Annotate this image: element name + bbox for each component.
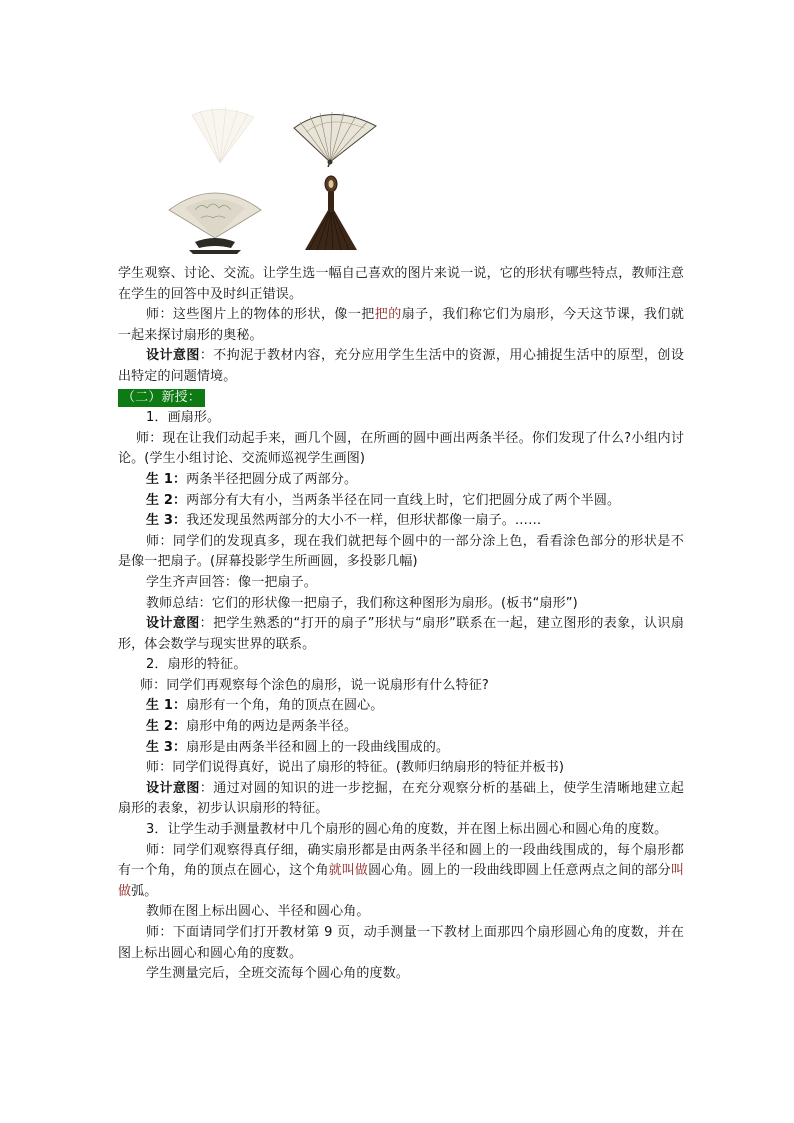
s3-text-c: 弧。 bbox=[131, 883, 158, 899]
s3-teacher-2: 师：下面请同学们打开教材第 9 页，动手测量一下教材上面那四个扇形圆心角的度数，并在图上标出圆心和圆心角的度数。 bbox=[118, 925, 684, 961]
student-label: 生 1： bbox=[146, 471, 187, 487]
p2-text-b: 扇子，我们称它们为扇形，今天这节课，我们就一起来探讨扇形的奥秘。 bbox=[118, 307, 684, 343]
s1-title: 1．画扇形。 bbox=[146, 410, 221, 426]
design-text: ：不拘泥于教材内容，充分应用学生生活中的资源，用心捕捉生活中的原型，创设出特定的问题情境。 bbox=[118, 348, 684, 384]
student-text: 扇形中角的两边是两条半径。 bbox=[186, 719, 358, 735]
s3-students-share: 学生测量完后，全班交流每个圆心角的度数。 bbox=[146, 966, 410, 982]
design-label: 设计意图 bbox=[146, 348, 200, 364]
s3-teacher-mark: 教师在图上标出圆心、半径和圆心角。 bbox=[146, 904, 370, 920]
s2-teacher-1: 师：同学们再观察每个涂色的扇形，说一说扇形有什么特征? bbox=[140, 677, 489, 693]
lesson-text bbox=[118, 264, 684, 985]
s2-student-3 bbox=[118, 738, 684, 759]
fan-on-stand-icon bbox=[165, 180, 265, 256]
paragraph-1: 学生观察、讨论、交流。让学生选一幅自己喜欢的图片来说一说，它的形状有哪些特点，教师注意在学生的回答中及时纠正错误。 bbox=[118, 266, 684, 302]
s1-teacher-2: 师：同学们的发现真多，现在我们就把每个圆中的一部分涂上色，看看涂色部分的形状是不是像一把扇子。(屏幕投影学生所画圆，多投影几幅) bbox=[118, 533, 684, 570]
folding-fan-faded-icon bbox=[190, 105, 260, 165]
design-label: 设计意图 bbox=[146, 780, 200, 796]
s1-summary: 教师总结：它们的形状像一把扇子，我们称这种图形为扇形。(板书“扇形”) bbox=[146, 595, 578, 611]
design-text: ：把学生熟悉的“打开的扇子”形状与“扇形”联系在一起，建立图形的表象，认识扇形，体会数学与现实世界的联系。 bbox=[118, 616, 684, 652]
student-text: 扇形是由两条半径和圆上的一段曲线围成的。 bbox=[186, 739, 450, 755]
s3-text-red-1: 就叫做 bbox=[328, 863, 369, 879]
design-intent-3 bbox=[118, 779, 684, 820]
s1-class-answer: 学生齐声回答：像一把扇子。 bbox=[146, 574, 317, 590]
fan-images bbox=[0, 0, 794, 262]
s1-teacher-1: 师：现在让我们动起手来，画几个圆，在所画的圆中画出两条半径。你们发现了什么?小组内讨论。(学生小组讨论、交流师巡视学生画图) bbox=[118, 430, 684, 467]
s1-student-1 bbox=[118, 470, 684, 491]
student-text: 我还发现虽然两部分的大小不一样，但形状都像一扇子。…… bbox=[186, 513, 542, 529]
student-label: 生 3： bbox=[146, 513, 187, 529]
folding-fan-open-icon bbox=[290, 110, 380, 168]
design-intent-1 bbox=[118, 346, 684, 387]
p2-text-a: 师：这些图片上的物体的形状，像一把 bbox=[146, 307, 375, 323]
design-label: 设计意图 bbox=[146, 616, 200, 632]
paragraph-2 bbox=[118, 305, 684, 346]
s1-student-2 bbox=[118, 491, 684, 512]
p2-text-red: 把的 bbox=[374, 307, 402, 323]
s2-student-2 bbox=[118, 717, 684, 738]
student-label: 生 2： bbox=[146, 719, 187, 735]
s3-text-red-2: 叫做 bbox=[118, 863, 685, 899]
design-text: ：通过对圆的知识的进一步挖掘，在充分观察分析的基础上，使学生清晰地建立起扇形的表象，初步认识扇形的特征。 bbox=[118, 780, 684, 817]
s2-teacher-2: 师：同学们说得真好，说出了扇形的特征。(教师归纳扇形的特征并板书) bbox=[146, 760, 565, 776]
student-text: 两条半径把圆分成了两部分。 bbox=[186, 471, 358, 487]
student-text: 扇形有一个角，角的顶点在圆心。 bbox=[186, 698, 384, 714]
s2-student-1 bbox=[118, 696, 684, 717]
student-label: 生 1： bbox=[146, 698, 187, 714]
s3-teacher-1 bbox=[118, 841, 684, 903]
section-badge: （二）新授： bbox=[118, 389, 205, 407]
section-heading bbox=[118, 388, 684, 409]
student-label: 生 2： bbox=[146, 492, 187, 508]
s3-text-b: 圆心角。圆上的一段曲线即圆上任意两点之间的部分 bbox=[368, 863, 671, 879]
student-label: 生 3： bbox=[146, 739, 187, 755]
student-text: 两部分有大有小，当两条半径在同一直线上时，它们把圆分成了两个半圆。 bbox=[186, 492, 621, 508]
s3-title: 3．让学生动手测量教材中几个扇形的圆心角的度数，并在图上标出圆心和圆心角的度数。 bbox=[146, 822, 668, 838]
round-tassel-fan-icon bbox=[295, 170, 367, 256]
s3-text-a: 师：同学们观察得真仔细，确实扇形都是由两条半径和圆上的一段曲线围成的，每个扇形都有一个角，角的顶点在圆心，这个角 bbox=[118, 842, 684, 879]
s2-title: 2．扇形的特征。 bbox=[146, 657, 247, 673]
s1-student-3 bbox=[118, 511, 684, 532]
design-intent-2 bbox=[118, 614, 684, 655]
